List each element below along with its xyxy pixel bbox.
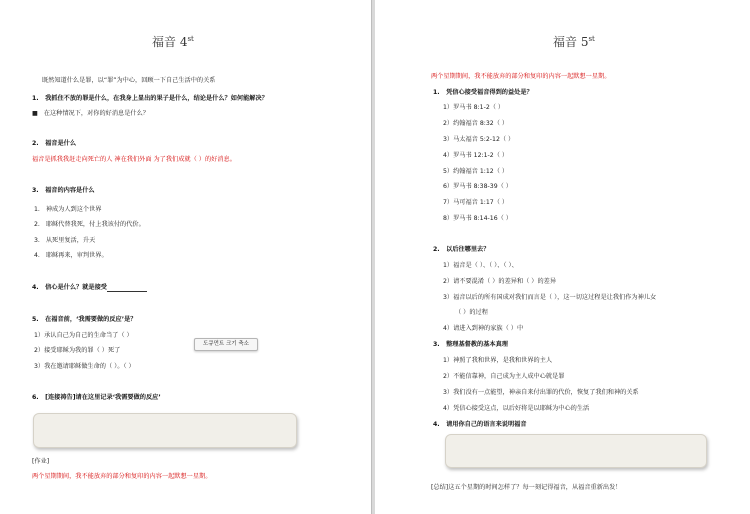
list-item: 5）约翰福音 1:12（ ） — [443, 168, 509, 175]
page-title: 福音 5st — [553, 35, 595, 49]
list-item: 2）约翰福音 8:32（ ） — [443, 120, 509, 127]
question-1-sub: ■ 在这种情况下，对你的好消息是什么？ — [32, 110, 149, 117]
page-left — [0, 0, 371, 514]
homework-text: 两个星期期间，我不能放弃的部分和复印的内容一起默想一星期。 — [32, 473, 212, 480]
question-4: 4. 请用你自己的语言来说明福音 — [433, 421, 527, 428]
list-item: 3）马太福音 5:2-12（ ） — [443, 136, 515, 143]
list-item: 3. 从死里复活，升天 — [34, 237, 96, 244]
list-item: 2. 耶稣代替我死，付上我该付的代价。 — [34, 221, 145, 228]
question-2: 2. 福音是什么 — [32, 140, 77, 147]
list-item: 2）不能信靠神，自己成为主人成中心就是罪 — [443, 373, 565, 380]
bullet-icon: ■ — [32, 110, 38, 117]
page-right — [375, 0, 750, 514]
intro-text: 两个星期期间，我不能放弃的部分和复印的内容一起默想一星期。 — [431, 73, 611, 80]
list-item: 3）我们没有一点能望，神亲自来付出罪的代价，恢复了我们和神的关系 — [443, 389, 639, 396]
question-5: 5. 在福音前，‘我需要做的反应’是？ — [32, 316, 137, 323]
list-item: 1）福音是（ ）、（ ）、（ ）、 — [443, 262, 518, 269]
list-item: 2）接受耶稣为我的罪（ ）死了 — [34, 347, 121, 354]
prayer-text-box[interactable] — [33, 413, 297, 448]
question-1: 1. 我抓住不放的罪是什么，在我身上显出的果子是什么，结论是什么？如何能解决？ — [32, 95, 268, 102]
list-item: 8）罗马书 8:14-16（ ） — [443, 215, 512, 222]
question-3: 3. 整理基督教的基本真理 — [433, 341, 508, 348]
list-item: 4. 耶稣再来，审判世界。 — [34, 252, 108, 259]
intro-text: 既然知道什么是罪，以“罪”为中心，回顾一下自己生活中的关系 — [42, 77, 216, 84]
list-item: 1. 神成为人到这个世界 — [34, 206, 102, 213]
summary-text: [总结]这五个星期的时间怎样了？每一刻记得福音，从福音重新出发！ — [431, 484, 622, 491]
question-2: 2. 以后往哪里去？ — [433, 246, 490, 253]
answer-blank[interactable] — [107, 291, 147, 292]
explanation-text-box[interactable] — [445, 434, 707, 468]
question-6: 6. [连接祷告]请在这里记录‘我需要做的反应’ — [32, 394, 161, 401]
zoom-out-button[interactable]: 도큐먼트 크기 축소 — [194, 338, 258, 351]
list-item: 6）罗马书 8:38-39（ ） — [443, 183, 512, 190]
list-item: 3）福音以后的所有国成对我们而言是（ ），这一切这过程是让我们作为神儿女 — [443, 294, 657, 301]
question-1: 1. 凭信心接受福音得到的益处是？ — [433, 89, 533, 96]
list-item: 7）马可福音 1:17（ ） — [443, 199, 509, 206]
list-item: 3）我在邀请耶稣做生命的（ ）。（ ） — [34, 363, 135, 370]
list-item: （ ）的过程 — [455, 309, 488, 316]
homework-label: [作业] — [32, 458, 50, 465]
list-item: 4）请进入到神的家族（ ）中 — [443, 325, 524, 332]
list-item: 4）罗马书 12:1-2（ ） — [443, 152, 509, 159]
list-item: 1）罗马书 8:1-2（ ） — [443, 104, 505, 111]
question-3: 3. 福音的内容是什么 — [32, 187, 95, 194]
page-title: 福音 4st — [152, 35, 194, 49]
list-item: 1）承认自己为自己的生命当了（ ） — [34, 332, 133, 339]
list-item: 2）请不要混淆（ ）的差异和（ ）的差异 — [443, 278, 557, 285]
question-4: 4. 信心是什么？就是接受 — [32, 284, 147, 292]
list-item: 1）神照了我和世界，是我和世界的主人 — [443, 357, 553, 364]
list-item: 4）凭信心接受这点，以后好将是以耶稣为中心的生活 — [443, 405, 590, 412]
question-2-answer: 福音是抓我我赶走向死亡的人 神在我们外面 为了我们成就（ ）的好消息。 — [32, 156, 236, 163]
